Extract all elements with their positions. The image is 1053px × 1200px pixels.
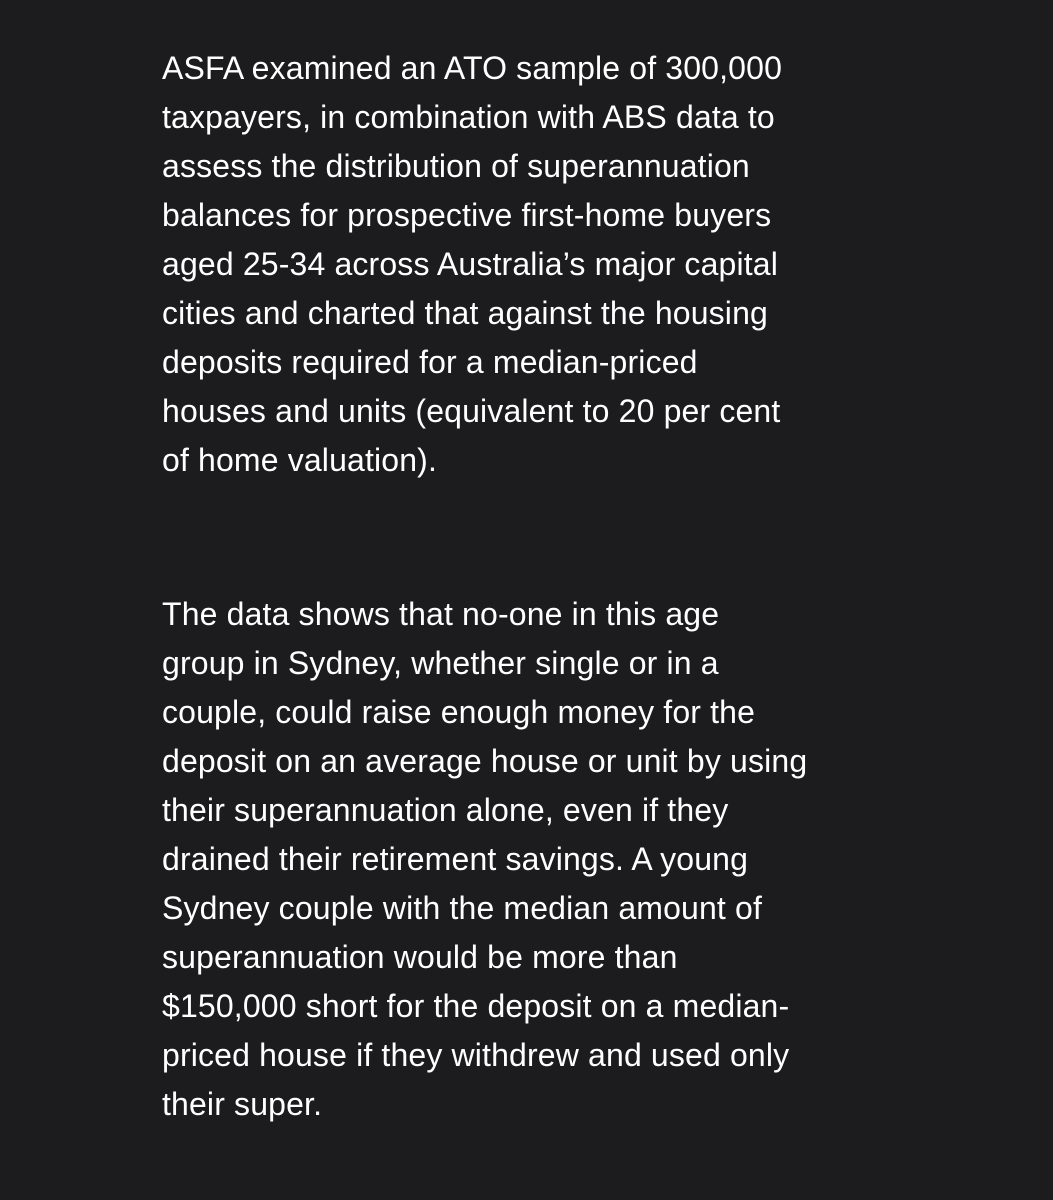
text-line: ASFA examined an ATO sample of 300,000 bbox=[162, 50, 783, 86]
text-line: cities and charted that against the housing bbox=[162, 295, 768, 331]
text-line: couple, could raise enough money for the bbox=[162, 694, 756, 730]
text-line: taxpayers, in combination with ABS data to bbox=[162, 99, 775, 135]
text-line: houses and units (equivalent to 20 per cent bbox=[162, 393, 781, 429]
text-line: The data shows that no-one in this age bbox=[162, 596, 720, 632]
text-line: drained their retirement savings. A young bbox=[162, 841, 749, 877]
text-line: aged 25-34 across Australia’s major capital bbox=[162, 246, 778, 282]
text-line: assess the distribution of superannuation bbox=[162, 148, 750, 184]
text-line: balances for prospective first-home buyers bbox=[162, 197, 772, 233]
article-body bbox=[162, 44, 902, 1129]
text-line: group in Sydney, whether single or in a bbox=[162, 645, 719, 681]
text-line: Sydney couple with the median amount of bbox=[162, 890, 762, 926]
text-line: of home valuation). bbox=[162, 442, 438, 478]
text-line: $150,000 short for the deposit on a median- bbox=[162, 988, 790, 1024]
text-line: deposit on an average house or unit by using bbox=[162, 743, 808, 779]
text-line: priced house if they withdrew and used only bbox=[162, 1037, 790, 1073]
paragraph-asfa-study bbox=[162, 44, 902, 485]
paragraph-sydney-findings bbox=[162, 590, 902, 1129]
text-line: deposits required for a median-priced bbox=[162, 344, 698, 380]
text-line: their superannuation alone, even if they bbox=[162, 792, 729, 828]
text-line: superannuation would be more than bbox=[162, 939, 678, 975]
text-line: their super. bbox=[162, 1086, 323, 1122]
